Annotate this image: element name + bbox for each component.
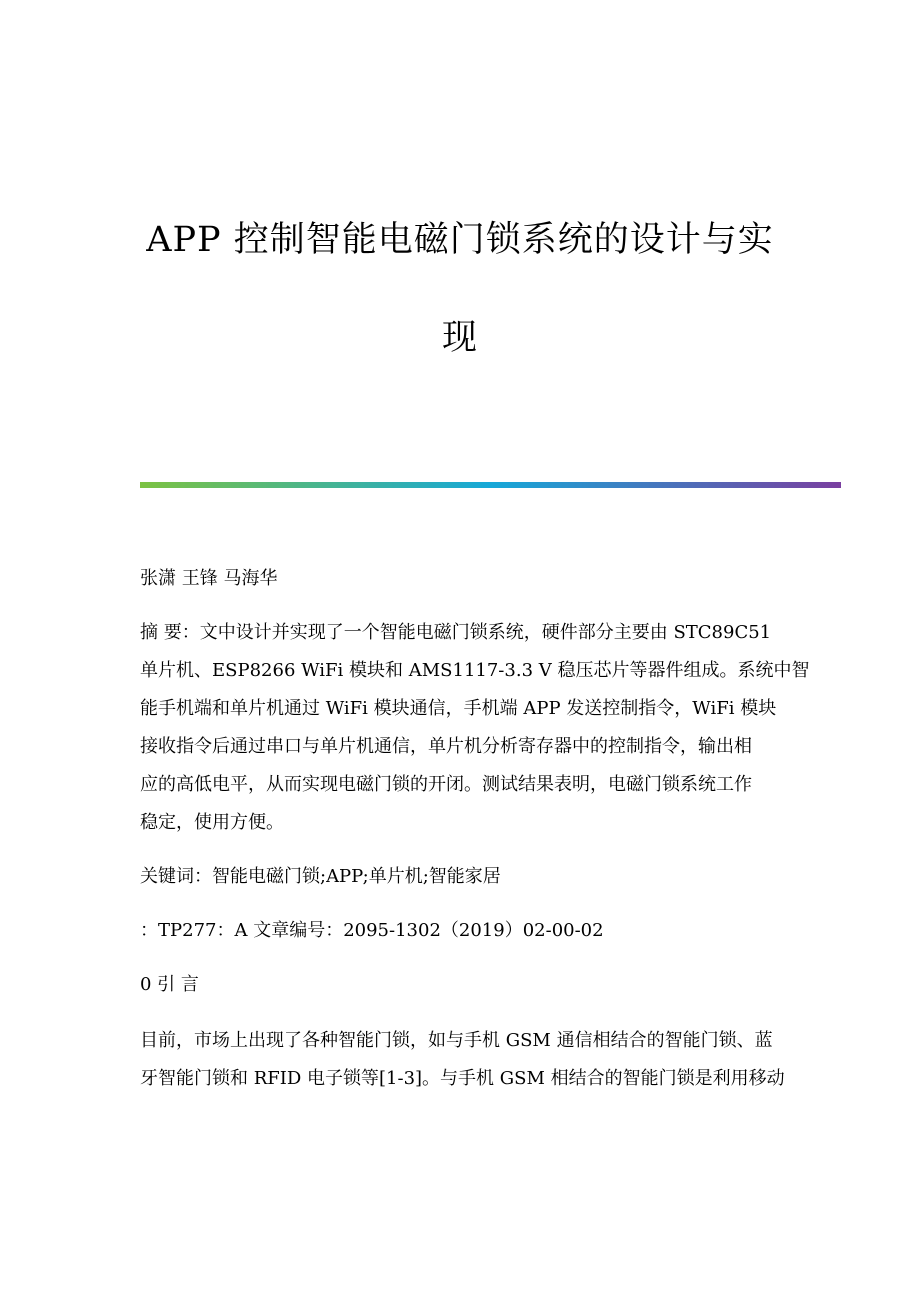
abstract-line: 单片机、ESP8266 WiFi 模块和 AMS1117-3.3 V 稳压芯片等器件组成。系统中智 (140, 660, 810, 681)
body-paragraph (140, 1022, 785, 1098)
abstract-line: 摘 要：文中设计并实现了一个智能电磁门锁系统，硬件部分主要由 STC89C51 (140, 622, 772, 643)
abstract-line: 应的高低电平，从而实现电磁门锁的开闭。测试结果表明，电磁门锁系统工作 (140, 774, 752, 795)
classification-number: ：TP277：A 文章编号：2095-1302（2019）02-00-02 (140, 920, 604, 941)
body-line: 目前，市场上出现了各种智能门锁，如与手机 GSM 通信相结合的智能门锁、蓝 (140, 1030, 773, 1051)
abstract-line: 接收指令后通过串口与单片机通信，单片机分析寄存器中的控制指令，输出相 (140, 736, 752, 757)
abstract-line: 稳定，使用方便。 (140, 812, 284, 833)
title-divider (140, 482, 841, 488)
article-body (140, 560, 810, 1098)
page-title-line-2: 现 (441, 318, 478, 358)
abstract (140, 614, 810, 842)
page-title-line-1: APP 控制智能电磁门锁系统的设计与实 (146, 220, 774, 260)
section-heading: 0 引 言 (140, 974, 199, 995)
body-line: 牙智能门锁和 RFID 电子锁等[1-3]。与手机 GSM 相结合的智能门锁是利用移动 (140, 1068, 785, 1089)
keywords: 关键词：智能电磁门锁;APP;单片机;智能家居 (140, 866, 501, 887)
abstract-line: 能手机端和单片机通过 WiFi 模块通信，手机端 APP 发送控制指令，WiFi 模块 (140, 698, 777, 719)
authors: 张潇 王锋 马海华 (140, 568, 278, 589)
